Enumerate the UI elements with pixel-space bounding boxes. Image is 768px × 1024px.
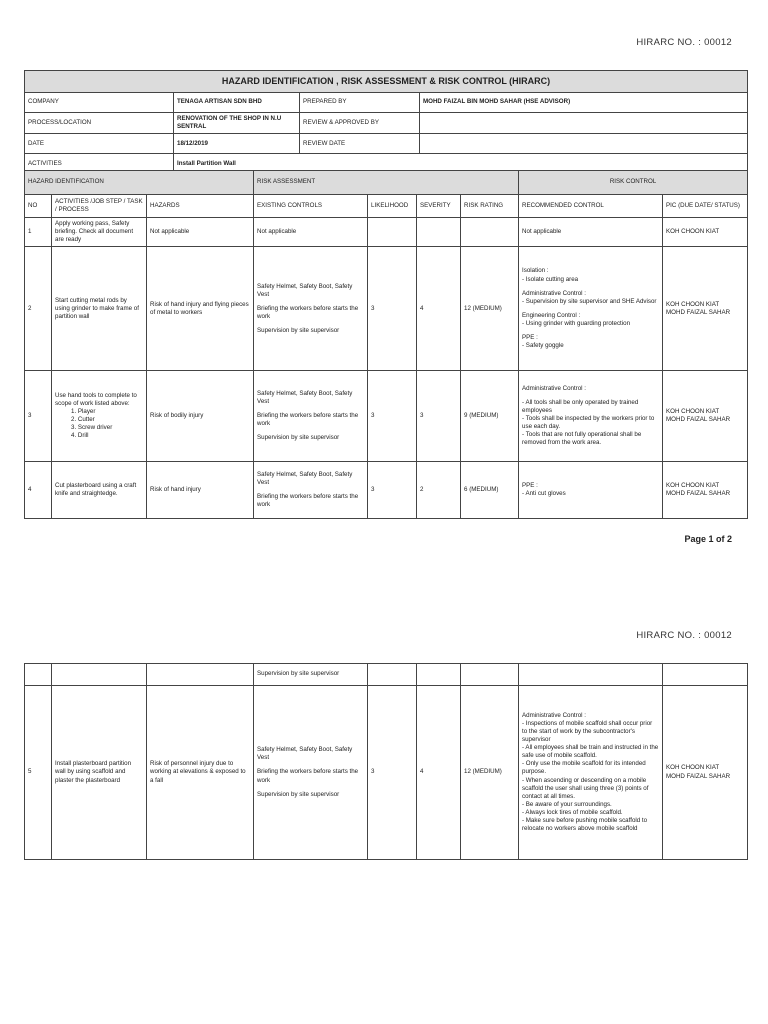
row-no: 5 bbox=[25, 686, 52, 860]
carry-over-row bbox=[25, 664, 748, 686]
row-hazard: Not applicable bbox=[147, 218, 254, 247]
control-line: Supervision by site supervisor bbox=[257, 326, 340, 334]
row-pic bbox=[663, 371, 748, 462]
col-likelihood: LIKELIHOOD bbox=[368, 195, 417, 218]
document-title-main: HAZARD IDENTIFICATION , RISK ASSESSMENT & RISK CONTROL (HIRARC) bbox=[25, 71, 748, 93]
col-pic: PIC (DUE DATE/ STATUS) bbox=[663, 195, 748, 218]
control-line: Briefing the workers before starts the work bbox=[257, 768, 359, 784]
table-row bbox=[25, 462, 748, 519]
row-severity bbox=[417, 218, 461, 247]
recommended-line: - All tools shall be only operated by trained employees bbox=[522, 399, 639, 415]
hirarc-number: HIRARC NO. : 00012 bbox=[636, 37, 732, 48]
row-rating bbox=[461, 218, 519, 247]
tool-item: 1. Player bbox=[71, 408, 96, 416]
row-no: 4 bbox=[25, 462, 52, 519]
pic-line: KOH CHOON KIAT bbox=[666, 228, 720, 236]
recommended-line: - All employees shall be train and instructed in the safe use of mobile scaffold. bbox=[522, 744, 659, 760]
row-activity: Cut plasterboard using a craft knife and straightedge. bbox=[52, 462, 147, 519]
row-recommended bbox=[519, 686, 663, 860]
control-line: Not applicable bbox=[257, 228, 297, 236]
col-severity: SEVERITY bbox=[417, 195, 461, 218]
row-hazard: Risk of hand injury bbox=[147, 462, 254, 519]
page-number: Page 1 of 2 bbox=[684, 534, 732, 544]
row-severity: 3 bbox=[417, 371, 461, 462]
recommended-line: - Make sure before pushing mobile scaffold to relocate no workers above mobile scaffold bbox=[522, 816, 648, 832]
review-date-value bbox=[420, 134, 748, 154]
control-line: Supervision by site supervisor bbox=[257, 790, 340, 798]
col-no: NO bbox=[25, 195, 52, 218]
recommended-line: - Safety goggle bbox=[522, 341, 564, 349]
recommended-line: - Anti cut gloves bbox=[522, 490, 566, 498]
row-activity bbox=[52, 371, 147, 462]
recommended-line: - Using grinder with guarding protection bbox=[522, 319, 631, 327]
recommended-line: PPE : bbox=[522, 333, 538, 341]
pic-line: MOHD FAIZAL SAHAR bbox=[666, 772, 731, 780]
col-risk-rating: RISK RATING bbox=[461, 195, 519, 218]
row-likelihood: 3 bbox=[368, 247, 417, 371]
row-pic bbox=[663, 462, 748, 519]
row-rating: 9 (MEDIUM) bbox=[461, 371, 519, 462]
row-likelihood bbox=[368, 218, 417, 247]
row-activity: Start cutting metal rods by using grinder to make frame of partition wall bbox=[52, 247, 147, 371]
row-pic bbox=[663, 218, 748, 247]
control-line: Briefing the workers before starts the work bbox=[257, 412, 359, 428]
recommended-line: - Tools shall be inspected by the workers prior to use each day. bbox=[522, 415, 655, 431]
row-likelihood: 3 bbox=[368, 371, 417, 462]
hirarc-grid-page-1 bbox=[24, 170, 748, 519]
row-hazard: Risk of bodily injury bbox=[147, 371, 254, 462]
pic-line: MOHD FAIZAL SAHAR bbox=[666, 308, 731, 316]
table-row bbox=[25, 247, 748, 371]
row-severity: 2 bbox=[417, 462, 461, 519]
table-row bbox=[25, 218, 748, 247]
row-severity: 4 bbox=[417, 686, 461, 860]
table-row bbox=[25, 371, 748, 462]
row-recommended bbox=[519, 371, 663, 462]
recommended-line: - Tools that are not fully operational shall be removed from the work area. bbox=[522, 431, 642, 447]
row-no: 2 bbox=[25, 247, 52, 371]
col-hazards: HAZARDS bbox=[147, 195, 254, 218]
pic-line: MOHD FAIZAL SAHAR bbox=[666, 416, 731, 424]
row-controls bbox=[254, 686, 368, 860]
row-controls bbox=[254, 218, 368, 247]
tool-item: 2. Cutter bbox=[71, 416, 95, 424]
col-existing-controls: EXISTING CONTROLS bbox=[254, 195, 368, 218]
row-activity: Install plasterboard partition wall by using scaffold and plaster the plasterboard bbox=[52, 686, 147, 860]
recommended-line: Administrative Control : bbox=[522, 289, 586, 297]
row-likelihood: 3 bbox=[368, 462, 417, 519]
row-no: 1 bbox=[25, 218, 52, 247]
row-pic bbox=[663, 686, 748, 860]
hirarc-table-page-2 bbox=[24, 663, 748, 860]
pic-line: MOHD FAIZAL SAHAR bbox=[666, 490, 731, 498]
row-severity: 4 bbox=[417, 247, 461, 371]
table-row bbox=[25, 686, 748, 860]
review-date-label: REVIEW DATE bbox=[300, 134, 420, 154]
recommended-line: - Inspections of mobile scaffold shall occur prior to the start of work by the subcontractor's supervisor bbox=[522, 720, 653, 744]
recommended-line: - Only use the mobile scaffold for its intended purpose. bbox=[522, 760, 646, 776]
recommended-line: Administrative Control : bbox=[522, 384, 586, 392]
row-rating: 12 (MEDIUM) bbox=[461, 686, 519, 860]
row-recommended bbox=[519, 462, 663, 519]
row-controls bbox=[254, 462, 368, 519]
activities-label: ACTIVITIES bbox=[25, 154, 174, 174]
prepared-by-label-main: PREPARED BY bbox=[300, 93, 420, 113]
recommended-line: Engineering Control : bbox=[522, 311, 581, 319]
process-label: PROCESS/LOCATION bbox=[25, 113, 174, 134]
tool-item: 4. Drill bbox=[71, 432, 89, 440]
col-activities: ACTIVITIES /JOB STEP / TASK / PROCESS bbox=[52, 195, 147, 218]
control-line: Briefing the workers before starts the work bbox=[257, 304, 359, 320]
recommended-line: - Always lock tires of mobile scaffold. bbox=[522, 808, 623, 816]
row-hazard: Risk of personnel injury due to working at elevations & exposed to a fall bbox=[147, 686, 254, 860]
hirarc-number-page-2: HIRARC NO. : 00012 bbox=[636, 630, 732, 641]
date-value: 18/12/2019 bbox=[174, 134, 300, 154]
activities-value: Install Partition Wall bbox=[174, 154, 748, 174]
col-recommended-control: RECOMMENDED CONTROL bbox=[519, 195, 663, 218]
review-approved-label: REVIEW & APPROVED BY bbox=[300, 113, 420, 134]
section-risk-assessment: RISK ASSESSMENT bbox=[254, 171, 519, 195]
row-recommended bbox=[519, 247, 663, 371]
section-hazard-identification: HAZARD IDENTIFICATION bbox=[25, 171, 254, 195]
row-hazard: Risk of hand injury and flying pieces of metal to workers bbox=[147, 247, 254, 371]
recommended-line: - When ascending or descending on a mobile scaffold the user shall using three (3) points of contact at all times. bbox=[522, 776, 649, 800]
row-controls bbox=[254, 371, 368, 462]
recommended-line: Not applicable bbox=[522, 228, 562, 236]
pic-line: KOH CHOON KIAT bbox=[666, 300, 720, 308]
activity-intro: Use hand tools to complete to scope of work listed above: bbox=[55, 392, 137, 408]
pic-line: KOH CHOON KIAT bbox=[666, 764, 720, 772]
control-line: Safety Helmet, Safety Boot, Safety Vest bbox=[257, 282, 353, 298]
row-controls bbox=[254, 247, 368, 371]
company-label-main: COMPANY bbox=[25, 93, 174, 113]
carry-over-text: Supervision by site supervisor bbox=[254, 664, 368, 686]
row-recommended bbox=[519, 218, 663, 247]
date-label: DATE bbox=[25, 134, 174, 154]
recommended-line: - Isolate cutting area bbox=[522, 275, 579, 283]
recommended-line: - Supervision by site supervisor and SHE Advisor bbox=[522, 297, 657, 305]
row-likelihood: 3 bbox=[368, 686, 417, 860]
recommended-line: PPE : bbox=[522, 482, 538, 490]
row-activity: Apply working pass, Safety briefing. Check all document are ready bbox=[52, 218, 147, 247]
control-line: Safety Helmet, Safety Boot, Safety Vest bbox=[257, 746, 353, 762]
row-no: 3 bbox=[25, 371, 52, 462]
row-rating: 12 (MEDIUM) bbox=[461, 247, 519, 371]
control-line: Supervision by site supervisor bbox=[257, 434, 340, 442]
row-rating: 6 (MEDIUM) bbox=[461, 462, 519, 519]
recommended-line: Administrative Control : bbox=[522, 712, 586, 720]
prepared-by-value-main: MOHD FAIZAL BIN MOHD SAHAR (HSE ADVISOR) bbox=[420, 93, 748, 113]
pic-line: KOH CHOON KIAT bbox=[666, 482, 720, 490]
recommended-line: Isolation : bbox=[522, 267, 549, 275]
recommended-line: - Be aware of your surroundings. bbox=[522, 800, 612, 808]
hirarc-table-page-1-main bbox=[24, 70, 748, 174]
section-risk-control: RISK CONTROL bbox=[519, 171, 748, 195]
row-pic bbox=[663, 247, 748, 371]
process-value: RENOVATION OF THE SHOP IN N.U SENTRAL bbox=[174, 113, 300, 134]
tool-item: 3. Screw driver bbox=[71, 424, 113, 432]
control-line: Safety Helmet, Safety Boot, Safety Vest bbox=[257, 471, 353, 487]
company-value-main: TENAGA ARTISAN SDN BHD bbox=[174, 93, 300, 113]
control-line: Safety Helmet, Safety Boot, Safety Vest bbox=[257, 390, 353, 406]
pic-line: KOH CHOON KIAT bbox=[666, 408, 720, 416]
control-line: Briefing the workers before starts the work bbox=[257, 493, 359, 509]
review-approved-value bbox=[420, 113, 748, 134]
